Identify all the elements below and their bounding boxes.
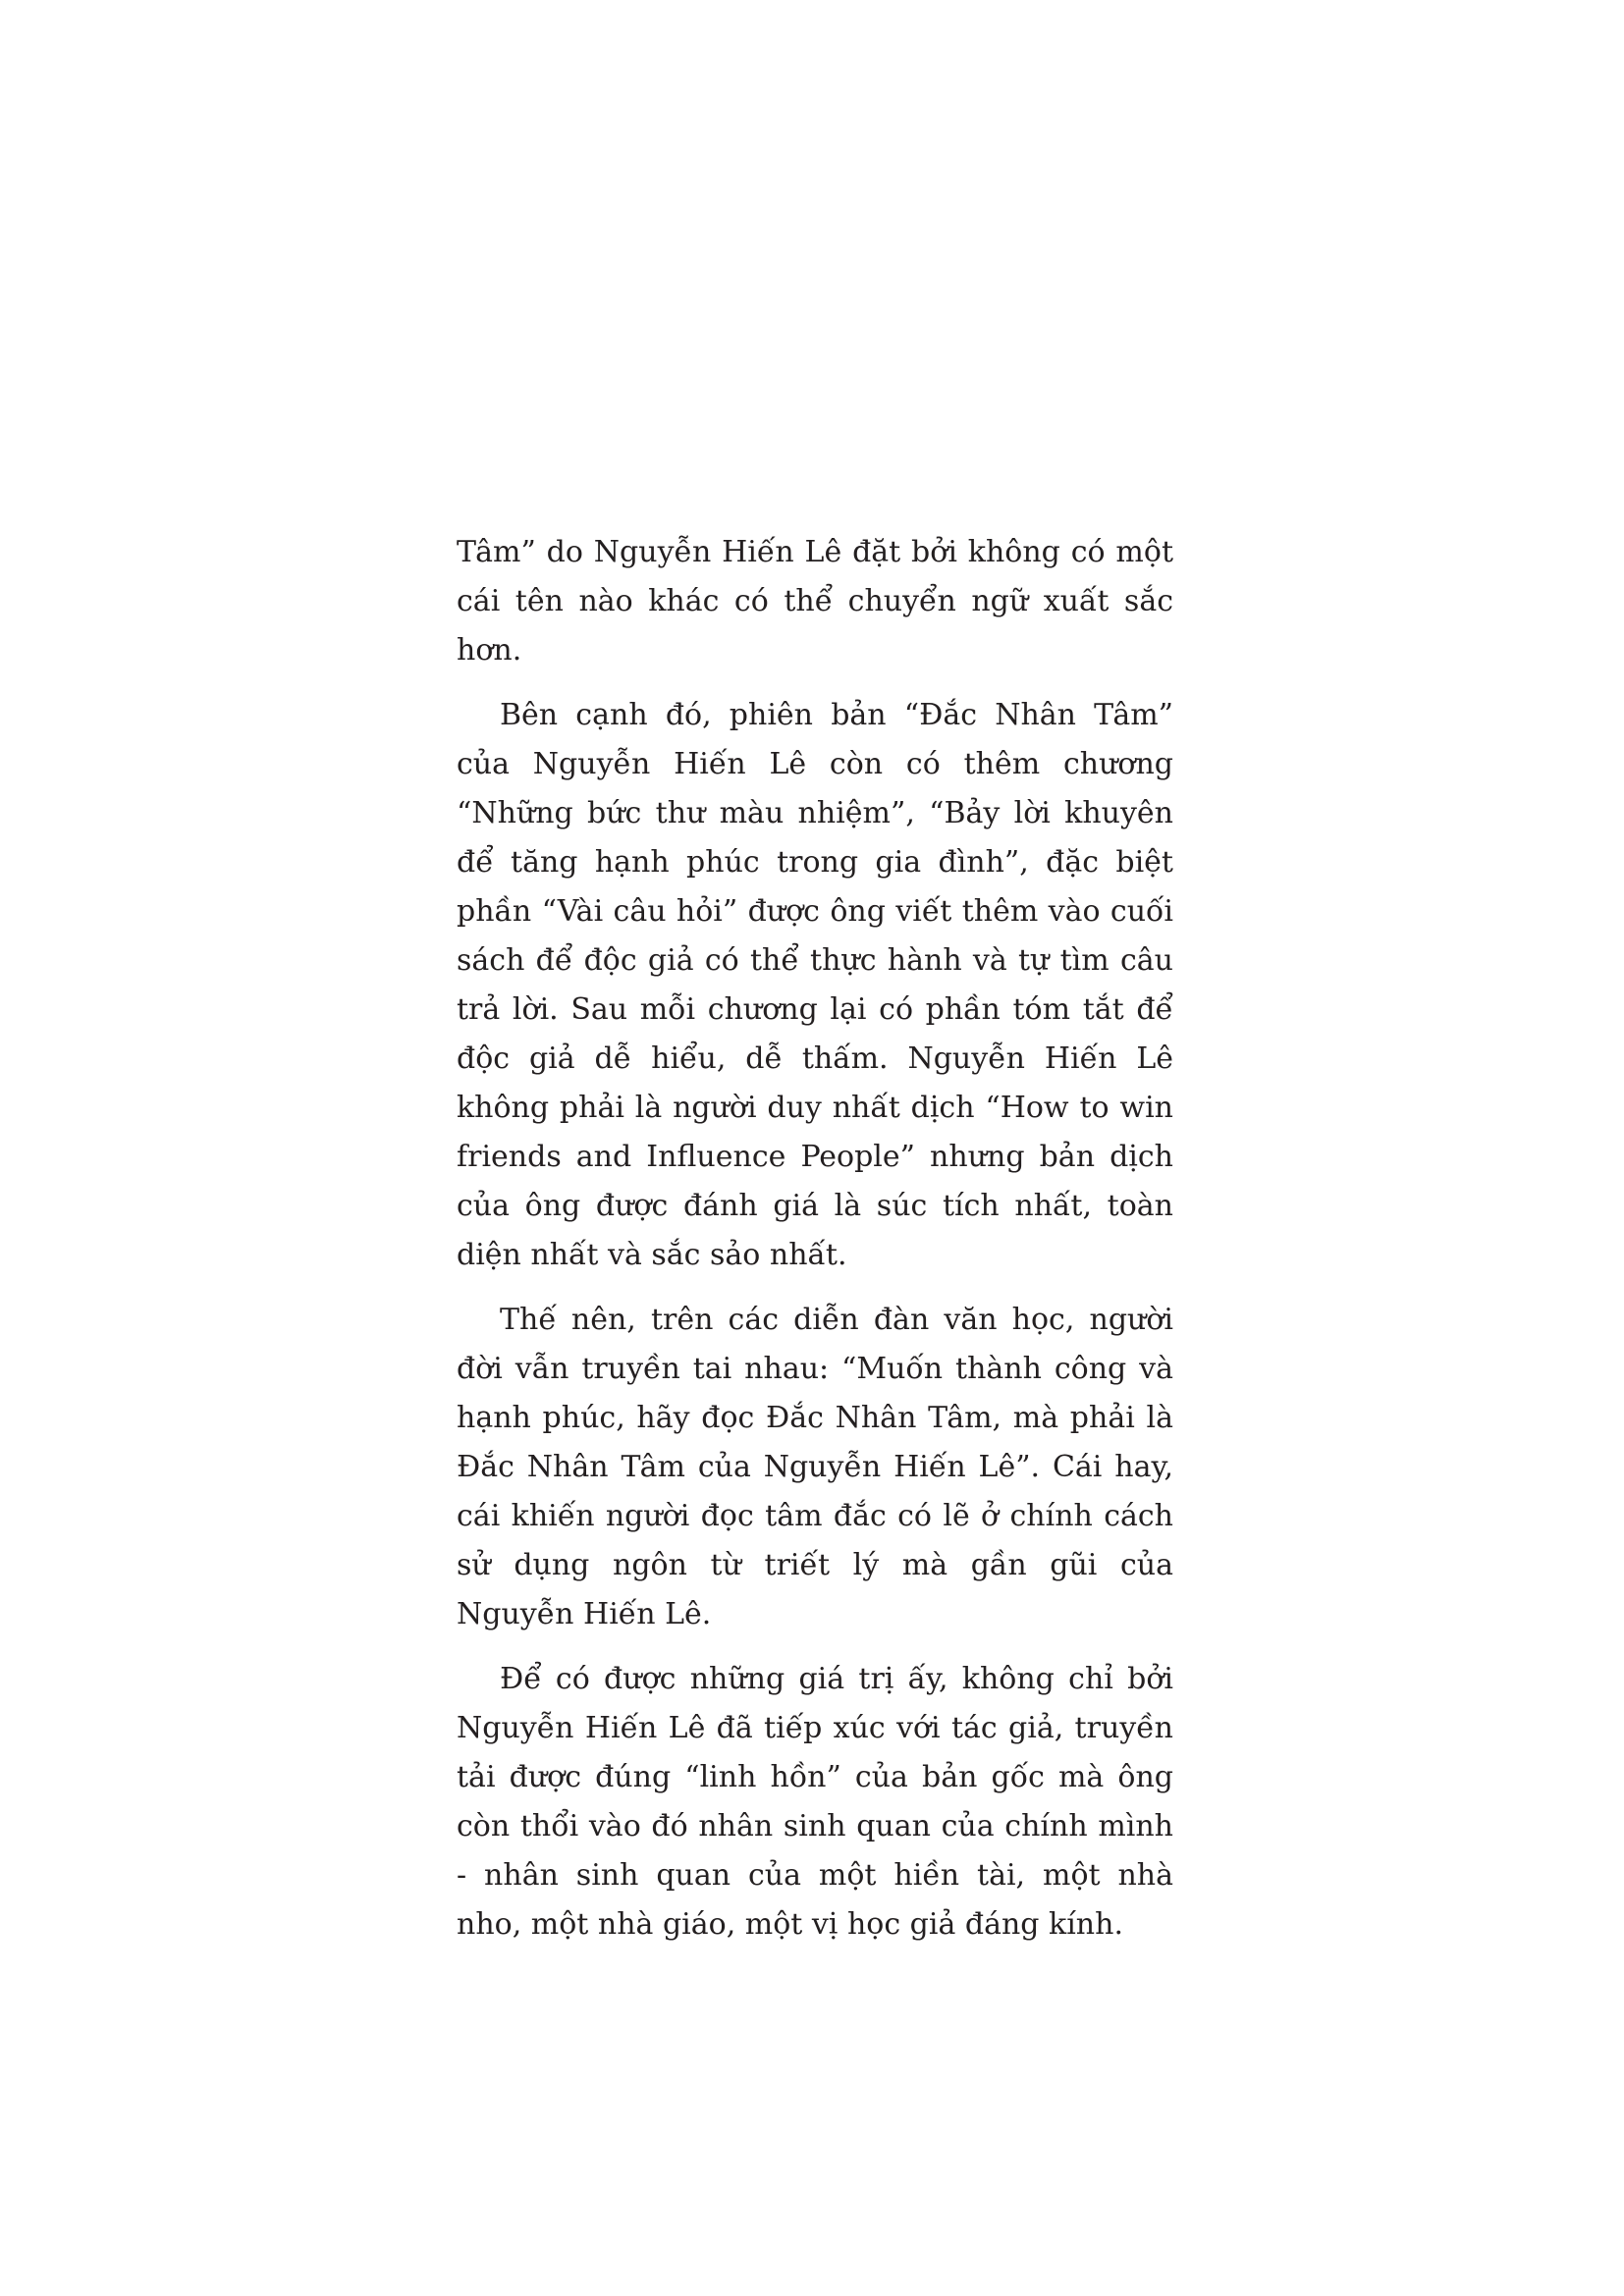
body-text <box>457 528 1173 1965</box>
paragraph-edition-features: Bên cạnh đó, phiên bản “Đắc Nhân Tâm” của Nguyễn Hiến Lê còn có thêm chương “Những bức thư màu nhiệm”, “Bảy lời khuyên để tăng hạnh phúc trong gia đình”, đặc biệt phần “Vài câu hỏi” được ông viết thêm vào cuối sách để độc giả có thể thực hành và tự tìm câu trả lời. Sau mỗi chương lại có phần tóm tắt để độc giả dễ hiểu, dễ thấm. Nguyễn Hiến Lê không phải là người duy nhất dịch “How to win friends and Influence People” nhưng bản dịch của ông được đánh giá là súc tích nhất, toàn diện nhất và sắc sảo nhất. <box>457 698 1173 1272</box>
paragraph-continuation: Tâm” do Nguyễn Hiến Lê đặt bởi không có một cái tên nào khác có thể chuyển ngữ xuất sắc hơn. <box>457 535 1173 667</box>
paragraph-values: Để có được những giá trị ấy, không chỉ bởi Nguyễn Hiến Lê đã tiếp xúc với tác giả, truyền tải được đúng “linh hồn” của bản gốc mà ông còn thổi vào đó nhân sinh quan của chính mình - nhân sinh quan của một hiền tài, một nhà nho, một nhà giáo, một vị học giả đáng kính. <box>457 1662 1173 1942</box>
paragraph-literary-forums: Thế nên, trên các diễn đàn văn học, người đời vẫn truyền tai nhau: “Muốn thành công và hạnh phúc, hãy đọc Đắc Nhân Tâm, mà phải là Đắc Nhân Tâm của Nguyễn Hiến Lê”. Cái hay, cái khiến người đọc tâm đắc có lẽ ở chính cách sử dụng ngôn từ triết lý mà gần gũi của Nguyễn Hiến Lê. <box>457 1303 1173 1631</box>
